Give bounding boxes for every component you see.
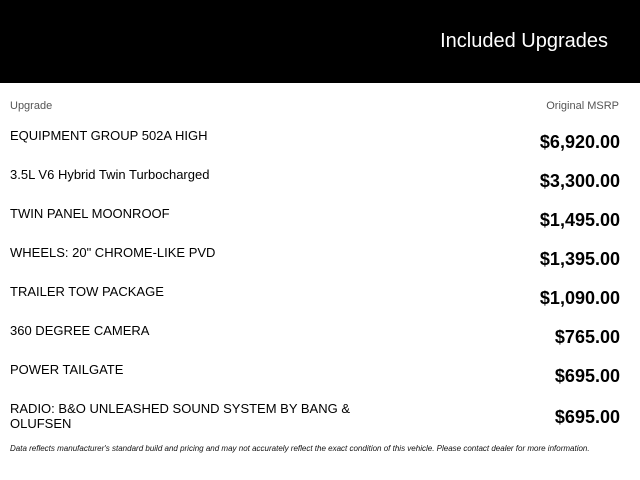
upgrade-name: WHEELS: 20" CHROME-LIKE PVD [10,245,216,260]
upgrade-name: POWER TAILGATE [10,362,124,377]
upgrade-name: EQUIPMENT GROUP 502A HIGH [10,128,208,143]
upgrade-price: $1,495.00 [539,210,620,230]
list-item [10,167,620,207]
upgrade-price: $765.00 [554,327,620,347]
upgrade-price: $6,920.00 [539,132,620,152]
list-item [10,128,620,168]
upgrade-price: $1,090.00 [539,288,620,308]
list-item [10,206,620,246]
upgrade-name: 3.5L V6 Hybrid Twin Turbocharged [10,167,210,182]
upgrade-name: TWIN PANEL MOONROOF [10,206,170,221]
upgrade-name: RADIO: B&O UNLEASHED SOUND SYSTEM BY BANG & OLUFSEN [10,401,351,431]
upgrade-price: $1,395.00 [539,249,620,269]
column-header-msrp: Original MSRP [546,100,619,112]
list-item [10,323,620,363]
upgrade-name: 360 DEGREE CAMERA [10,323,150,338]
column-headers [0,100,640,122]
list-item [10,245,620,285]
disclaimer-text: Data reflects manufacturer's standard build and pricing and may not accurately reflect the exact condition of this vehicle. Please contact dealer for more information. [10,444,590,453]
column-header-upgrade: Upgrade [10,100,53,112]
header-bar [0,0,640,83]
list-item [10,362,620,402]
page-title: Included Upgrades [440,30,608,52]
upgrade-price: $695.00 [554,366,620,386]
list-item [10,284,620,324]
upgrade-price: $695.00 [554,407,620,427]
list-item [10,401,620,441]
upgrade-name: TRAILER TOW PACKAGE [10,284,164,299]
upgrade-price: $3,300.00 [539,171,620,191]
